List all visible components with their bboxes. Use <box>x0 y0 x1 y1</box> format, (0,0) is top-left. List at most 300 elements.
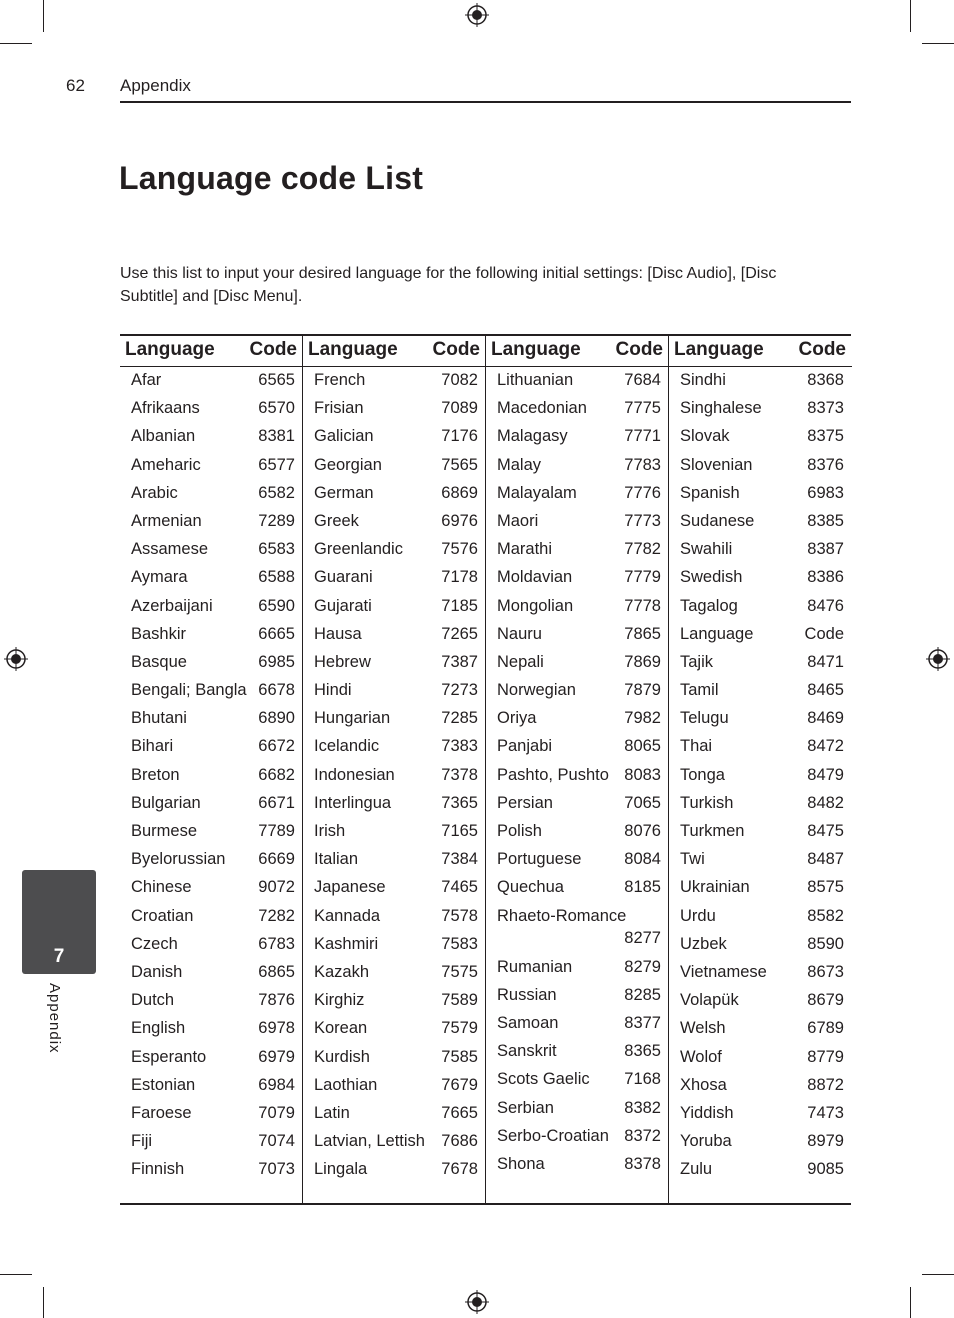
language-code: 6665 <box>258 624 295 643</box>
language-name: Swedish <box>680 568 743 587</box>
language-code: 7589 <box>441 991 478 1010</box>
language-name: Bhutani <box>131 709 187 728</box>
language-code: 7365 <box>441 793 478 812</box>
language-code: 7378 <box>441 765 478 784</box>
language-code: 7165 <box>441 822 478 840</box>
table-row <box>486 875 669 903</box>
table-row <box>303 1129 486 1157</box>
language-code: 8476 <box>807 596 844 615</box>
language-name: Hungarian <box>314 709 391 728</box>
language-name: Hindi <box>314 681 352 700</box>
language-name: Arabic <box>131 483 178 502</box>
language-code: 6588 <box>258 568 295 587</box>
table-row <box>486 706 669 734</box>
language-code: 7779 <box>624 568 661 587</box>
language-code: 7771 <box>624 427 661 446</box>
table-row <box>486 565 669 593</box>
table-row <box>669 706 852 734</box>
language-name: Basque <box>131 652 187 671</box>
table-row <box>120 424 303 452</box>
table-row <box>669 1073 852 1101</box>
chapter-tab <box>22 870 96 974</box>
language-name: Finnish <box>131 1160 185 1179</box>
table-row <box>669 1045 852 1073</box>
language-name: Serbian <box>497 1098 554 1117</box>
language-name: Ukrainian <box>680 878 750 897</box>
table-row <box>120 819 303 847</box>
table-row <box>486 424 669 452</box>
language-name: Language <box>680 624 754 643</box>
table-row <box>486 763 669 791</box>
table-row <box>303 960 486 988</box>
table-row <box>486 368 669 396</box>
language-code: 8465 <box>807 681 844 700</box>
language-code: 6669 <box>258 850 295 869</box>
language-code: 8376 <box>807 455 844 474</box>
language-name: Bengali; Bangla <box>131 681 247 700</box>
language-code: 7168 <box>624 1070 661 1089</box>
table-row <box>120 1073 303 1101</box>
language-code: 6985 <box>258 652 295 671</box>
language-name: Kannada <box>314 906 381 925</box>
language-name: Kirghiz <box>314 991 365 1010</box>
language-name: Rumanian <box>497 957 573 976</box>
table-row <box>303 1016 486 1044</box>
language-code: 7684 <box>624 371 661 389</box>
language-code: 8285 <box>624 985 661 1004</box>
table-row <box>120 932 303 960</box>
table-row <box>120 368 303 396</box>
language-code: 7387 <box>441 652 478 671</box>
language-name: Aymara <box>131 568 188 587</box>
table-row <box>486 1011 669 1039</box>
table-row <box>303 875 486 903</box>
language-code: 8387 <box>807 540 844 559</box>
language-name: Urdu <box>680 906 716 925</box>
table-row <box>120 453 303 481</box>
language-code: 7465 <box>441 878 478 897</box>
table-row <box>669 565 852 593</box>
header-language: Language <box>491 339 581 360</box>
table-row <box>303 988 486 1016</box>
language-code: 7578 <box>441 906 478 925</box>
language-code: 7273 <box>441 681 478 700</box>
language-code: 7783 <box>624 455 661 474</box>
language-code: 7082 <box>441 371 478 389</box>
crop-mark <box>910 1287 911 1318</box>
table-row <box>486 537 669 565</box>
header-rule <box>120 101 851 103</box>
language-name: Ameharic <box>131 455 201 474</box>
table-row <box>303 368 486 396</box>
language-name: Maori <box>497 511 539 530</box>
language-name: Japanese <box>314 878 386 897</box>
language-name: Guarani <box>314 568 373 587</box>
language-code: 8185 <box>624 878 661 897</box>
language-name: Hausa <box>314 624 362 643</box>
table-row <box>669 932 852 960</box>
registration-mark-icon <box>926 647 950 671</box>
table-row <box>669 509 852 537</box>
table-row <box>303 1073 486 1101</box>
language-code: 7776 <box>624 483 661 502</box>
table-row <box>486 650 669 678</box>
language-code: 6789 <box>807 1019 844 1038</box>
language-code: 8471 <box>807 652 844 671</box>
table-row <box>120 481 303 509</box>
language-name: Armenian <box>131 511 202 530</box>
language-name: Malay <box>497 455 542 474</box>
language-code: 7982 <box>624 709 661 728</box>
table-row <box>120 988 303 1016</box>
language-code: 6984 <box>258 1075 295 1094</box>
language-code: 8469 <box>807 709 844 728</box>
table-row <box>669 537 852 565</box>
language-name: Greenlandic <box>314 540 403 559</box>
language-code: 7079 <box>258 1103 295 1122</box>
table-column <box>668 336 852 1203</box>
table-row <box>303 904 486 932</box>
table-row <box>669 791 852 819</box>
language-name: Xhosa <box>680 1075 727 1094</box>
table-row <box>486 734 669 762</box>
language-code: 6890 <box>258 709 295 728</box>
language-code: 7679 <box>441 1075 478 1094</box>
language-code: 6565 <box>258 371 295 389</box>
table-row <box>669 1129 852 1157</box>
table-row <box>303 565 486 593</box>
language-code: 6678 <box>258 681 295 700</box>
table-row <box>486 1152 669 1180</box>
language-code: 7576 <box>441 540 478 559</box>
table-row <box>486 396 669 424</box>
language-name: Rhaeto-Romance <box>497 906 627 925</box>
language-code: 8582 <box>807 906 844 925</box>
language-name: Lingala <box>314 1160 368 1179</box>
language-name: English <box>131 1019 186 1038</box>
table-row <box>486 622 669 650</box>
table-row <box>120 1129 303 1157</box>
language-name: Nauru <box>497 624 542 643</box>
table-row <box>486 819 669 847</box>
table-row <box>486 955 669 983</box>
language-code: 8372 <box>624 1126 661 1145</box>
language-name: Russian <box>497 985 557 1004</box>
language-name: Telugu <box>680 709 729 728</box>
table-row <box>120 1016 303 1044</box>
language-name: Oriya <box>497 709 537 728</box>
language-name: Sudanese <box>680 511 755 530</box>
table-row <box>303 1157 486 1185</box>
language-name: Indonesian <box>314 765 395 784</box>
language-name: Malayalam <box>497 483 577 502</box>
column-header <box>120 336 303 367</box>
language-code: 8365 <box>624 1042 661 1061</box>
language-code: 9085 <box>807 1160 844 1179</box>
table-row <box>303 650 486 678</box>
column-rows <box>669 368 852 1185</box>
language-code: 9072 <box>258 878 295 897</box>
language-name: Yiddish <box>680 1103 734 1122</box>
language-code: 6983 <box>807 483 844 502</box>
language-code: 7583 <box>441 934 478 953</box>
language-code: 8373 <box>807 399 844 418</box>
table-row <box>486 481 669 509</box>
language-name: Afrikaans <box>131 399 200 418</box>
table-row <box>669 678 852 706</box>
table-row <box>303 847 486 875</box>
language-code: 6976 <box>441 511 478 530</box>
crop-mark <box>910 0 911 32</box>
language-code: 8673 <box>807 962 844 981</box>
language-name: German <box>314 483 374 502</box>
table-row <box>486 509 669 537</box>
chapter-label: Appendix <box>46 983 63 1054</box>
table-row <box>669 819 852 847</box>
language-name: Thai <box>680 737 713 756</box>
language-name: Bashkir <box>131 624 187 643</box>
table-column <box>120 336 303 1203</box>
language-code: 8084 <box>624 850 661 869</box>
language-name: Nepali <box>497 652 544 671</box>
language-name: Chinese <box>131 878 192 897</box>
language-name: French <box>314 371 366 389</box>
table-row <box>303 396 486 424</box>
language-code-table <box>120 334 851 1205</box>
language-name: Tagalog <box>680 596 738 615</box>
table-row <box>120 1101 303 1129</box>
language-name: Moldavian <box>497 568 573 587</box>
language-code: 6865 <box>258 962 295 981</box>
language-code: 8482 <box>807 793 844 812</box>
table-row <box>669 650 852 678</box>
language-name: Latvian, Lettish <box>314 1132 425 1151</box>
table-row <box>669 481 852 509</box>
language-name: Bulgarian <box>131 793 201 812</box>
language-name: Polish <box>497 822 542 840</box>
language-name: Galician <box>314 427 374 446</box>
table-row <box>486 983 669 1011</box>
language-code: 8472 <box>807 737 844 756</box>
table-row <box>303 1045 486 1073</box>
language-name: Spanish <box>680 483 740 502</box>
language-code: 7665 <box>441 1103 478 1122</box>
language-code: 6583 <box>258 540 295 559</box>
table-row <box>120 565 303 593</box>
language-name: Latin <box>314 1103 350 1122</box>
language-name: Croatian <box>131 906 194 925</box>
language-code: 6978 <box>258 1019 295 1038</box>
language-code: 8872 <box>807 1075 844 1094</box>
table-row <box>669 988 852 1016</box>
table-row <box>669 1016 852 1044</box>
language-code: 7185 <box>441 596 478 615</box>
registration-mark-icon <box>465 1290 489 1314</box>
language-code: 7178 <box>441 568 478 587</box>
language-code: 7176 <box>441 427 478 446</box>
language-name: Estonian <box>131 1075 196 1094</box>
table-row <box>120 734 303 762</box>
language-code: 7678 <box>441 1160 478 1179</box>
language-code: 6570 <box>258 399 295 418</box>
language-code: 8277 <box>624 928 661 947</box>
header-language: Language <box>674 339 764 360</box>
column-header <box>303 336 486 367</box>
table-row <box>669 763 852 791</box>
table-row <box>669 1157 852 1185</box>
table-row <box>486 678 669 706</box>
language-name: Byelorussian <box>131 850 226 869</box>
table-row <box>303 791 486 819</box>
language-name: Icelandic <box>314 737 380 756</box>
language-code: 7876 <box>258 991 295 1010</box>
table-row <box>669 424 852 452</box>
table-row <box>669 904 852 932</box>
language-code: 8377 <box>624 1013 661 1032</box>
language-name: Gujarati <box>314 596 372 615</box>
language-code: 7089 <box>441 399 478 418</box>
column-header <box>669 336 852 367</box>
table-row <box>486 453 669 481</box>
language-name: Afar <box>131 371 162 389</box>
intro-paragraph: Use this list to input your desired language for the following initial settings: [Disc Audio], [Disc Subtitle] and [Disc Menu]. <box>120 265 777 305</box>
language-name: Macedonian <box>497 399 587 418</box>
table-row <box>486 904 669 955</box>
language-name: Fiji <box>131 1132 153 1151</box>
column-rows <box>120 368 303 1185</box>
table-row <box>120 706 303 734</box>
language-name: Kurdish <box>314 1047 370 1066</box>
table-row <box>120 509 303 537</box>
table-row <box>669 847 852 875</box>
header-code: Code <box>432 339 480 360</box>
table-row <box>303 706 486 734</box>
language-name: Georgian <box>314 455 382 474</box>
language-name: Albanian <box>131 427 196 446</box>
language-code: 6671 <box>258 793 295 812</box>
column-header <box>486 336 669 367</box>
language-name: Lithuanian <box>497 371 574 389</box>
language-name: Malagasy <box>497 427 568 446</box>
table-row <box>120 537 303 565</box>
language-code: 6590 <box>258 596 295 615</box>
table-row <box>120 650 303 678</box>
table-row <box>120 678 303 706</box>
crop-mark <box>0 43 32 44</box>
crop-mark <box>43 1287 44 1318</box>
language-code: 7289 <box>258 511 295 530</box>
table-row <box>303 453 486 481</box>
language-name: Irish <box>314 822 346 840</box>
column-rows <box>303 368 486 1185</box>
table-row <box>669 453 852 481</box>
table-row <box>486 594 669 622</box>
language-code: 8779 <box>807 1047 844 1066</box>
language-code: 8375 <box>807 427 844 446</box>
language-name: Interlingua <box>314 793 392 812</box>
language-name: Faroese <box>131 1103 192 1122</box>
column-rows <box>486 368 669 1180</box>
language-code: 7565 <box>441 455 478 474</box>
language-name: Wolof <box>680 1047 722 1066</box>
language-code: 8386 <box>807 568 844 587</box>
language-name: Tajik <box>680 652 714 671</box>
table-column <box>485 336 669 1203</box>
language-name: Pashto, Pushto <box>497 765 609 784</box>
language-code: 7575 <box>441 962 478 981</box>
table-row <box>486 1067 669 1095</box>
language-name: Slovak <box>680 427 730 446</box>
table-row <box>303 678 486 706</box>
language-name: Samoan <box>497 1013 559 1032</box>
language-code: 8679 <box>807 991 844 1010</box>
table-row <box>120 875 303 903</box>
language-name: Hebrew <box>314 652 371 671</box>
language-code: Code <box>804 624 844 643</box>
language-code: 7383 <box>441 737 478 756</box>
table-row <box>486 1096 669 1124</box>
language-code: 7879 <box>624 681 661 700</box>
language-name: Azerbaijani <box>131 596 213 615</box>
table-row <box>120 622 303 650</box>
language-code: 7865 <box>624 624 661 643</box>
table-row <box>303 932 486 960</box>
language-name: Shona <box>497 1154 545 1173</box>
language-name: Yoruba <box>680 1132 732 1151</box>
language-name: Italian <box>314 850 359 869</box>
table-row <box>486 1039 669 1067</box>
running-header: Appendix <box>120 76 191 95</box>
header-code: Code <box>615 339 663 360</box>
language-name: Sanskrit <box>497 1042 557 1061</box>
table-row <box>120 791 303 819</box>
language-name: Vietnamese <box>680 962 767 981</box>
table-row <box>120 763 303 791</box>
table-row <box>120 1157 303 1185</box>
table-row <box>669 622 852 650</box>
table-row <box>120 904 303 932</box>
language-name: Twi <box>680 850 705 869</box>
table-row <box>669 960 852 988</box>
table-row <box>303 734 486 762</box>
language-code: 7285 <box>441 709 478 728</box>
registration-mark-icon <box>4 647 28 671</box>
language-name: Norwegian <box>497 681 576 700</box>
table-row <box>120 594 303 622</box>
language-code: 6869 <box>441 483 478 502</box>
language-code: 6672 <box>258 737 295 756</box>
language-code: 7265 <box>441 624 478 643</box>
table-row <box>486 791 669 819</box>
crop-mark <box>0 1274 32 1275</box>
table-row <box>120 960 303 988</box>
language-name: Turkish <box>680 793 734 812</box>
language-code: 7789 <box>258 822 295 840</box>
language-name: Breton <box>131 765 180 784</box>
language-code: 7074 <box>258 1132 295 1151</box>
language-name: Kashmiri <box>314 934 379 953</box>
language-code: 7282 <box>258 906 295 925</box>
language-code: 8065 <box>624 737 661 756</box>
language-code: 8475 <box>807 822 844 840</box>
table-row <box>486 1124 669 1152</box>
table-row <box>669 1101 852 1129</box>
table-row <box>303 424 486 452</box>
page-number: 62 <box>66 76 85 95</box>
language-code: 8487 <box>807 850 844 869</box>
language-name: Tonga <box>680 765 725 784</box>
language-name: Swahili <box>680 540 733 559</box>
